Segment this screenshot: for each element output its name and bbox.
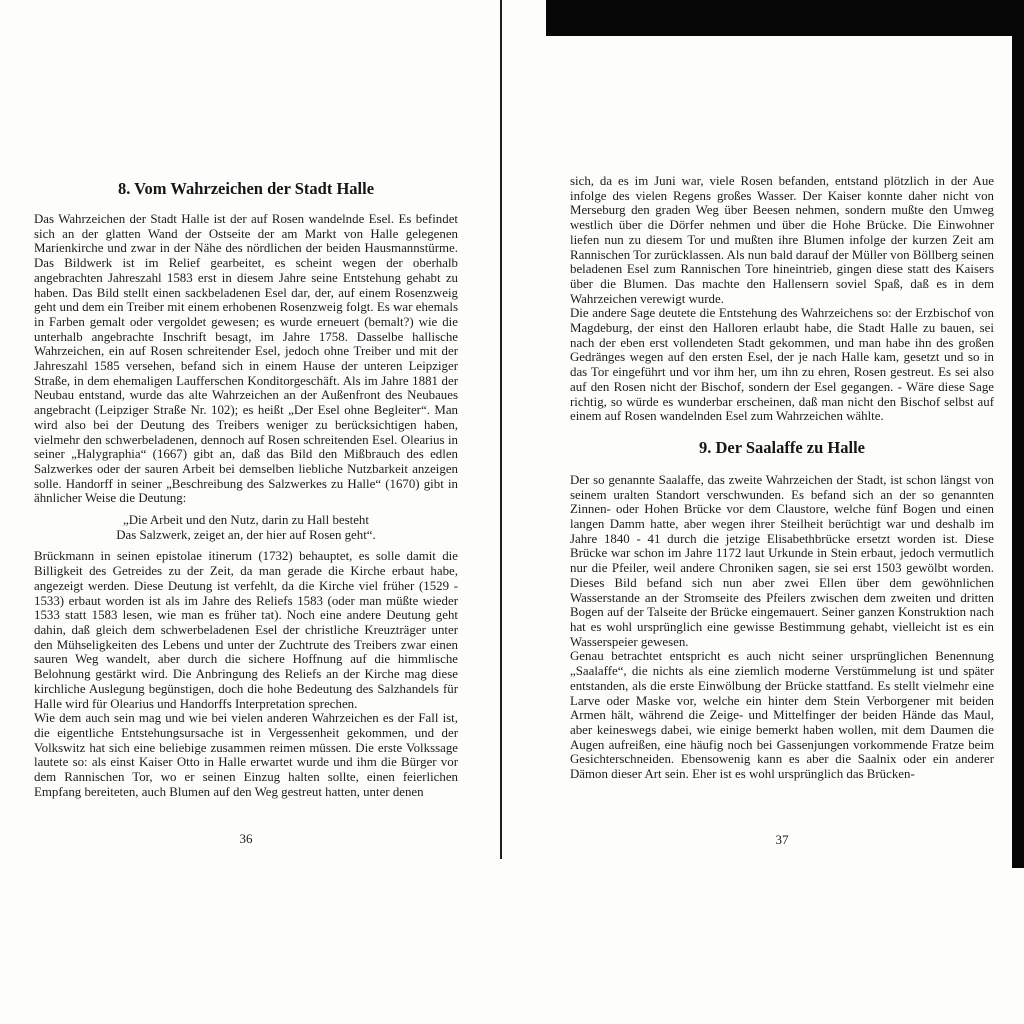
left-page-text-column bbox=[34, 178, 458, 799]
left-page-number: 36 bbox=[239, 831, 253, 846]
right-page-paragraph-2: Die andere Sage deutete die Entstehung des Wahrzeichens so: der Erzbischof von Magdeburg, der einst den Halloren erlaubt habe, die Stadt Halle zu bauen, sei nach der eben erst vollendeten Stadt gekommen, und man habe ihn des großen Gedränges wegen auf den ersten Esel, der je nach Halle kam, gesetzt und so in das Tor eingeführt und vor ihm her, um ihn zu ehren, Rosen gestreut. Es sei also auf den Rosen nicht der Bischof, sondern der Esel gegangen. - Wäre diese Sage richtig, so würde es wunderbar erscheinen, daß man nicht den Bischof selbst auf einem auf Rosen wandelnden Esel zum Wahrzeichen wählte. bbox=[570, 306, 994, 424]
page-gutter-line bbox=[500, 0, 502, 859]
right-page-paragraph-4: Genau betrachtet entspricht es auch nicht seiner ursprünglichen Benennung „Saalaffe“, die nichts als eine ziemlich moderne Verstümmelung ist und später entstanden, als die erste Einwölbung der Brücke stattfand. Es stellt vielmehr eine Larve oder Maske vor, welche ein hinter dem Stein Verborgener mit beiden Armen hält, während die Zeige- und Mittelfinger der beiden Hände das Maul, aber keineswegs dabei, wie einige bemerkt haben wollen, mit dem Daumen die Augen aufreißen, eine häufig noch bei Gassenjungen vorkommende Fratze beim Gesichterschneiden. Ebensowenig kann es aber die Saalnix oder ein anderer Dämon dieser Art sein. Eher ist es wohl ursprünglich das Brücken- bbox=[570, 649, 994, 782]
verse-quote-line-2: Das Salzwerk, zeiget an, der hier auf Rosen geht“. bbox=[116, 527, 376, 542]
left-page-paragraph-1: Das Wahrzeichen der Stadt Halle ist der auf Rosen wandelnde Esel. Es befindet sich an der glatten Wand der Ostseite der am Markt von Halle gelegenen Marienkirche und zwar in der Nähe des nördlichen der beiden Hausmannstürme. Das Bildwerk ist im Relief gearbeitet, es scheint wegen der oberhalb angebrachten Jahreszahl 1583 erst in diesem Jahre seine Entstehung gehabt zu haben. Das Bild stellt einen sackbeladenen Esel dar, der, auf einem Rosenzweig geht und dem ein Treiber mit einem erhobenen Rosenzweig folgt. Es war ehemals in Farben gemalt oder vergoldet gewesen; es wurde erneuert (bemalt?) wie die unterhalb angebrachte Inschrift besagt, im Jahre 1758. Dasselbe hallische Wahrzeichen, ein auf Rosen schreitender Esel, jedoch ohne Treiber und mit der Jahreszahl 1585 versehen, befand sich in einem Hause der unteren Leipziger Straße, in dem ehemaligen Laufferschen Konditorgeschäft. Als im Jahre 1881 der Neubau entstand, wurde das alte Wahrzeichen an der Außenfront des Neubaues angebracht (Leipziger Straße Nr. 102); es heißt „Der Esel ohne Begleiter“. Man wird also bei der Deutung des Treibers weniger zu berücksichtigen haben, vielmehr den schwerbeladenen, dennoch auf Rosen schreitenden Esel. Olearius in seiner „Halygraphia“ (1667) gibt an, daß das Bild den Mißbrauch des edlen Salzwerkes oder der sauren Arbeit bei demselben liebliche Nutzbarkeit anzeigen solle. Handorff in seiner „Beschreibung des Salzwerkes zu Halle“ (1670) gibt in ähnlicher Weise die Deutung: bbox=[34, 212, 458, 506]
right-page-paragraph-1: sich, da es im Juni war, viele Rosen befanden, entstand plötzlich in der Aue infolge des vielen Regens großes Wasser. Der Kaiser konnte daher nicht von Merseburg den graden Weg über Beesen nehmen, sondern mußte den Umweg westlich über die Dörfer nehmen und über die Hohe Brücke. Die Einwohner liefen nun zu diesem Tor und mußten ihre Blumen infolge der kurzen Zeit am Rannischen Tor zurücklassen. Als nun bald darauf der Müller von Böllberg seinen beladenen Esel zum Rannischen Tore hineintrieb, gingen diese statt des Kaisers über die Blumen. Das machte den Hallensern soviel Spaß, daß es in dem Wahrzeichen verewigt wurde. bbox=[570, 174, 994, 306]
left-page-paragraph-2: Brückmann in seinen epistolae itinerum (1732) behauptet, es solle damit die Billigkeit des Getreides zu der Zeit, da man gerade die Kirche erbaut habe, angezeigt werden. Diese Deutung ist verfehlt, da die Kirche viel früher (1529 - 1533) erbaut worden ist als im Jahre des Reliefs 1583 (oder man müßte wieder 1533 statt 1583 lesen, wie man es früher tat). Noch eine andere Deutung geht dahin, daß gleich dem schwerbeladenen Esel der christliche Kreuzträger unter den Mühseligkeiten des Lebens und unter der Zuchtrute des Treibers zwar einen sauren Weg wandelt, aber durch die sichere Hoffnung auf die himmlische Belohnung gestärkt wird. Die Anbringung des Reliefs an der Kirche mag diese kirchliche Auslegung begünstigen, doch die hohe Bedeutung des Salzhandels für Halle wird für Olearius und Handorffs Interpretation sprechen. bbox=[34, 549, 458, 711]
scan-background-right bbox=[1012, 0, 1024, 868]
verse-quote-line-1: „Die Arbeit und den Nutz, darin zu Hall besteht bbox=[123, 513, 369, 528]
right-page-number: 37 bbox=[775, 832, 789, 847]
scan-background-top bbox=[546, 0, 1024, 36]
chapter-8-heading: 8. Vom Wahrzeichen der Stadt Halle bbox=[117, 179, 375, 198]
left-page-paragraph-3: Wie dem auch sein mag und wie bei vielen anderen Wahrzeichen es der Fall ist, die eigentliche Entstehungsursache ist in Vergessenheit gekommen, und der Volkswitz hat sich eine beliebige zusammen reimen müssen. Die erste Volkssage lautete so: als einst Kaiser Otto in Halle erwartet wurde und ihm die Bürger vor dem Rannischen Tor, wo er seinen Einzug halten sollte, einen feierlichen Empfang bereiteten, auch Blumen auf den Weg gestreut hatten, unter denen bbox=[34, 711, 458, 799]
chapter-9-heading: 9. Der Saalaffe zu Halle bbox=[698, 437, 866, 457]
verse-quote bbox=[34, 513, 458, 542]
right-page-paragraph-3: Der so genannte Saalaffe, das zweite Wahrzeichen der Stadt, ist schon längst von seinem uralten Standort verschwunden. Es befand sich an der so genannten Zinnen- oder Hohen Brücke vor dem Claustore, welche fünf Bogen und einen langen Damm hatte, aber wegen ihrer Steilheit berüchtigt war und deshalb im Jahre 1840 - 41 durch die jetzige Elisabethbrücke ersetzt worden ist. Diese Brücke war schon im Jahre 1172 laut Urkunde in Stein erbaut, jedoch vermutlich nur die Pfeiler, weil andere Chroniken sagen, sie sei erst 1503 gewölbt worden. Dieses Bild befand sich nun aber zwei Ellen über dem gewöhnlichen Wasserstande an der Stromseite des Pfeilers zwischen dem zweiten und dritten Bogen auf der Talseite der Brücke eingemauert. Seiner ganzen Konstruktion nach hat es wohl ursprünglich eine gewisse Bestimmung gehabt, vielleicht ist es ein Wasserspeier gewesen. bbox=[570, 472, 994, 649]
right-page-text-column bbox=[570, 174, 994, 782]
